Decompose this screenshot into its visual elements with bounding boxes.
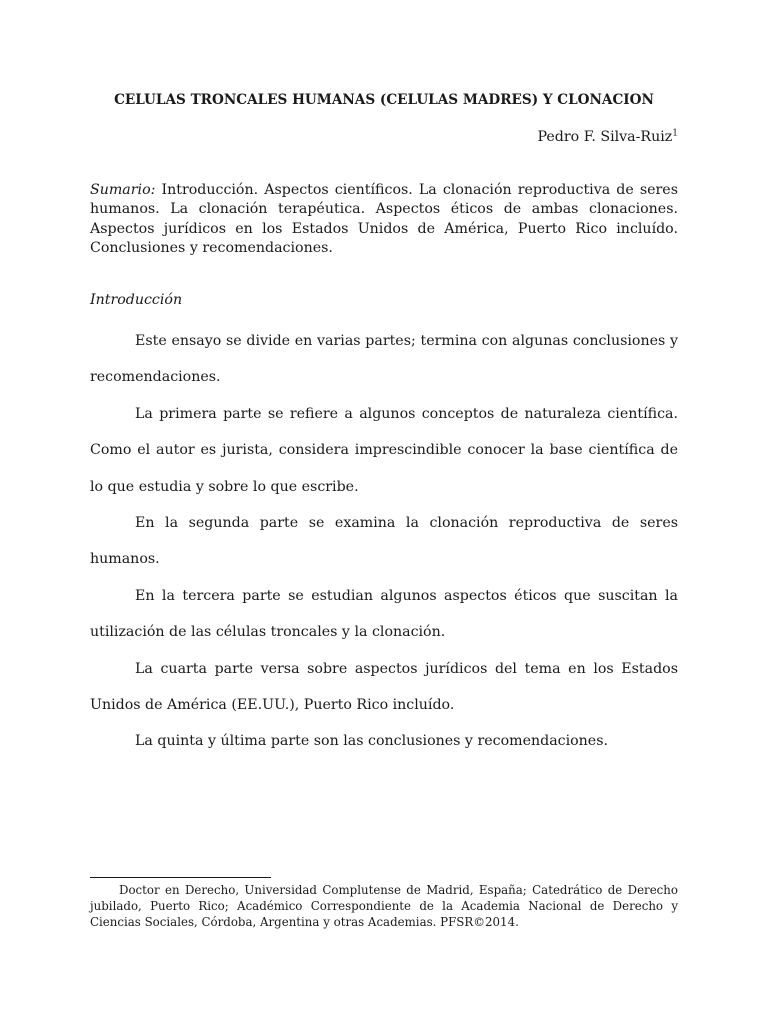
paragraph-2: La primera parte se refiere a algunos conceptos de naturaleza científica. Como el autor es jurista, considera imprescindible conocer la base científica de lo que estudia y sobre lo que escribe. [90, 405, 678, 495]
footnote-1: Doctor en Derecho, Universidad Complutense de Madrid, España; Catedrático de Derecho jubilado, Puerto Rico; Académico Correspondiente de la Academia Nacional de Derecho y Ciencias Sociales, Córdoba, Argentina y otras Academias. PFSR©2014. [90, 883, 678, 929]
summary-text: Introducción. Aspectos científicos. La clonación reproductiva de seres humanos. La clonación terapéutica. Aspectos éticos de ambas clonaciones. Aspectos jurídicos en los Estados Unidos de América, Puerto Rico incluído. Conclusiones y recomendaciones. [90, 182, 678, 257]
document-title: CELULAS TRONCALES HUMANAS (CELULAS MADRES) Y CLONACION [114, 92, 654, 108]
section-heading-introduccion: Introducción [90, 292, 183, 308]
summary-paragraph [90, 181, 678, 259]
paragraph-3: En la segunda parte se examina la clonación reproductiva de seres humanos. [90, 515, 678, 568]
paragraph-4: En la tercera parte se estudian algunos aspectos éticos que suscitan la utilización de las células troncales y la clonación. [90, 587, 678, 641]
paragraph-5: La cuarta parte versa sobre aspectos jurídicos del tema en los Estados Unidos de América (EE.UU.), Puerto Rico incluído. [90, 660, 678, 714]
author-footnote-mark: 1 [672, 128, 678, 139]
author-line [538, 129, 679, 145]
author-name: Pedro F. Silva-Ruiz [537, 129, 673, 145]
footnote-separator [90, 877, 271, 878]
paragraph-6: La quinta y última parte son las conclusiones y recomendaciones. [135, 733, 608, 750]
paragraph-1: Este ensayo se divide en varias partes; termina con algunas conclusiones y recomendaciones. [90, 333, 678, 386]
body-text [90, 323, 678, 760]
summary-label: Sumario: [90, 182, 156, 198]
document-page [90, 0, 678, 1024]
